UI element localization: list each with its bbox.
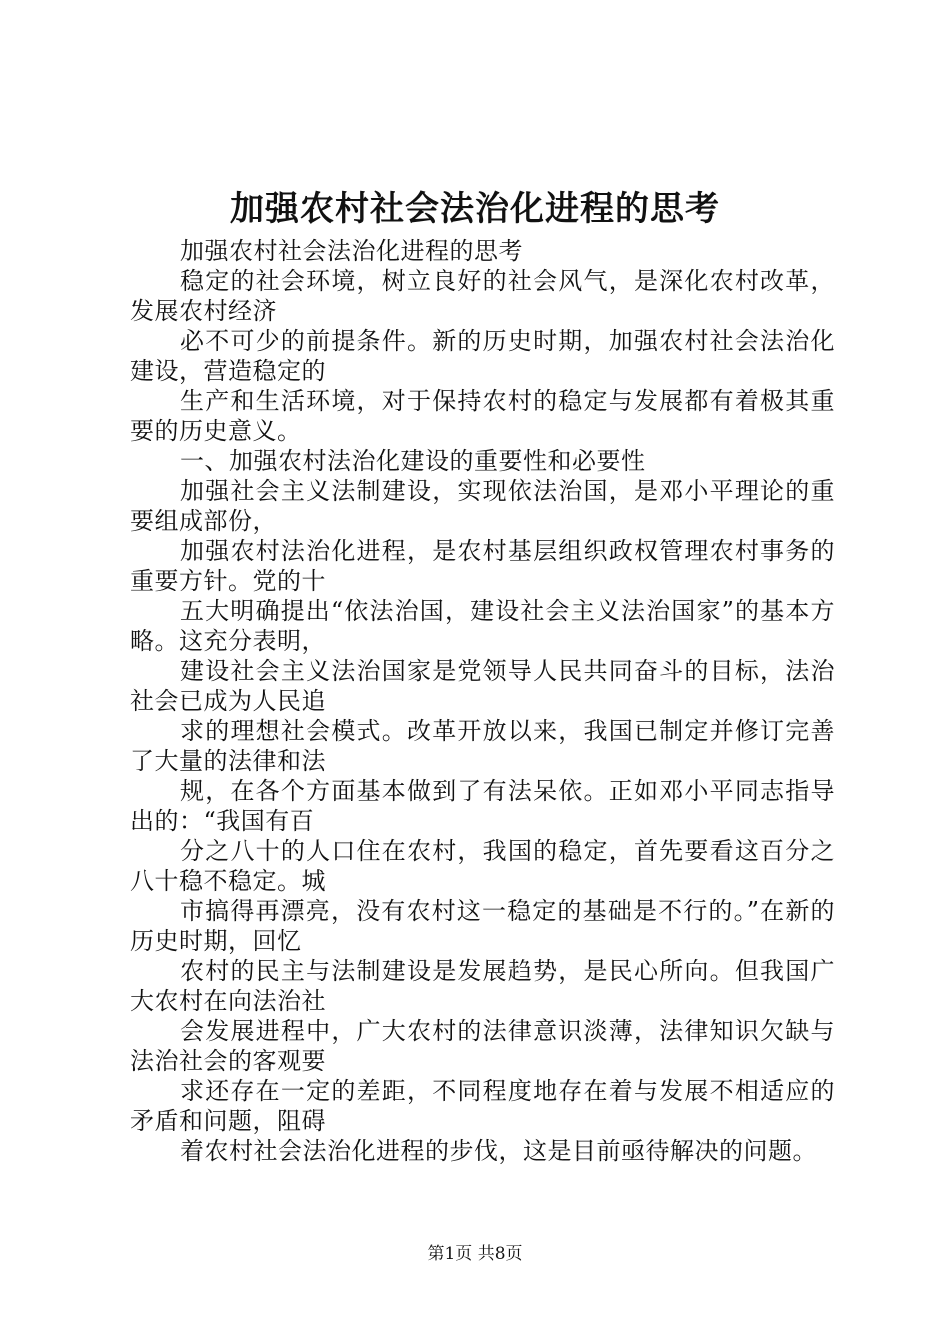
paragraph: 建设社会主义法治国家是党领导人民共同奋斗的目标，法治社会已成为人民追 [130,657,835,715]
paragraph: 农村的民主与法制建设是发展趋势，是民心所向。但我国广大农村在向法治社 [130,957,835,1015]
document-title: 加强农村社会法治化进程的思考 [230,189,720,229]
paragraph: 加强社会主义法制建设，实现依法治国，是邓小平理论的重要组成部份， [130,477,835,535]
paragraph: 着农村社会法治化进程的步伐，这是目前亟待解决的问题。 [180,1137,817,1165]
paragraph: 五大明确提出“依法治国，建设社会主义法治国家”的基本方略。这充分表明， [130,597,835,655]
section-heading: 一、加强农村法治化建设的重要性和必要性 [180,447,646,475]
paragraph: 加强农村社会法治化进程的思考 [180,237,523,265]
paragraph: 规，在各个方面基本做到了有法呆依。正如邓小平同志指导出的：“我国有百 [130,777,835,835]
paragraph: 生产和生活环境，对于保持农村的稳定与发展都有着极其重要的历史意义。 [130,387,835,445]
paragraph: 稳定的社会环境，树立良好的社会风气，是深化农村改革，发展农村经济 [130,267,835,325]
paragraph: 加强农村法治化进程，是农村基层组织政权管理农村事务的重要方针。党的十 [130,537,835,595]
page-footer: 第1页 共8页 [427,1244,523,1264]
document-body [130,236,835,1166]
paragraph: 分之八十的人口住在农村，我国的稳定，首先要看这百分之八十稳不稳定。城 [130,837,835,895]
paragraph: 求的理想社会模式。改革开放以来，我国已制定并修订完善了大量的法律和法 [130,717,835,775]
paragraph: 求还存在一定的差距，不同程度地存在着与发展不相适应的矛盾和问题，阻碍 [130,1077,835,1135]
paragraph: 市搞得再漂亮，没有农村这一稳定的基础是不行的。”在新的历史时期，回忆 [130,897,835,955]
paragraph: 会发展进程中，广大农村的法律意识淡薄，法律知识欠缺与法治社会的客观要 [130,1017,835,1075]
paragraph: 必不可少的前提条件。新的历史时期，加强农村社会法治化建设，营造稳定的 [130,327,835,385]
